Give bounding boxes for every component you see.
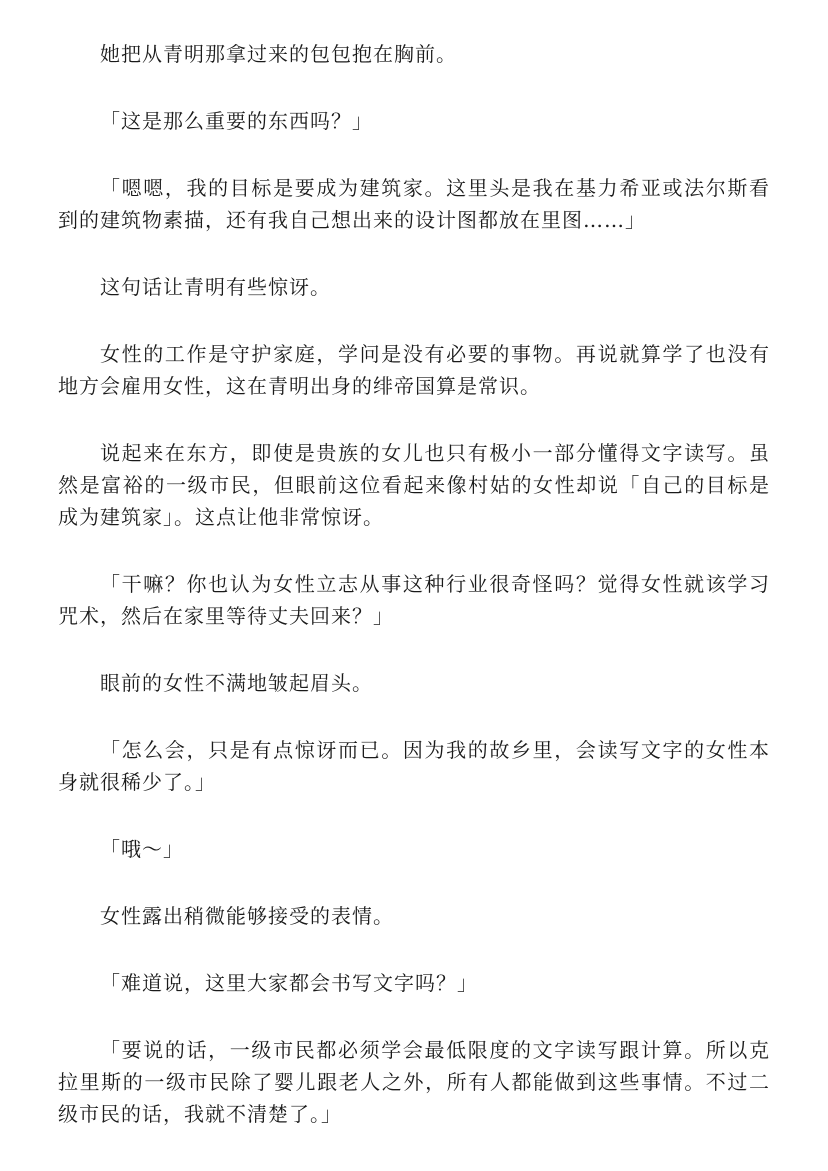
paragraph: 女性的工作是守护家庭，学问是没有必要的事物。再说就算学了也没有地方会雇用女性，这在青明出身的绯帝国算是常识。 (58, 342, 770, 398)
paragraph: 「难道说，这里大家都会书写文字吗？」 (100, 971, 478, 995)
paragraph: 女性露出稍微能够接受的表情。 (100, 904, 394, 928)
paragraph: 「哦～」 (100, 837, 184, 861)
paragraph: 眼前的女性不满地皱起眉头。 (100, 671, 373, 695)
paragraph: 「怎么会，只是有点惊讶而已。因为我的故乡里，会读写文字的女性本身就很稀少了。」 (58, 738, 770, 794)
paragraph: 「要说的话，一级市民都必须学会最低限度的文字读写跟计算。所以克拉里斯的一级市民除了婴儿跟老人之外，所有人都能做到这些事情。不过二级市民的话，我就不清楚了。」 (58, 1038, 770, 1126)
paragraph: 「干嘛？你也认为女性立志从事这种行业很奇怪吗？觉得女性就该学习咒术，然后在家里等待丈夫回来？」 (58, 572, 770, 628)
paragraph: 这句话让青明有些惊讶。 (100, 275, 331, 299)
paragraph: 说起来在东方，即使是贵族的女儿也只有极小一部分懂得文字读写。虽然是富裕的一级市民，但眼前这位看起来像村姑的女性却说「自己的目标是成为建筑家」。这点让他非常惊讶。 (58, 441, 770, 529)
paragraph: 她把从青明那拿过来的包包抱在胸前。 (100, 42, 457, 66)
paragraph: 「这是那么重要的东西吗？」 (100, 109, 373, 133)
paragraph: 「嗯嗯，我的目标是要成为建筑家。这里头是我在基力希亚或法尔斯看到的建筑物素描，还有我自己想出来的设计图都放在里图……」 (58, 176, 770, 232)
